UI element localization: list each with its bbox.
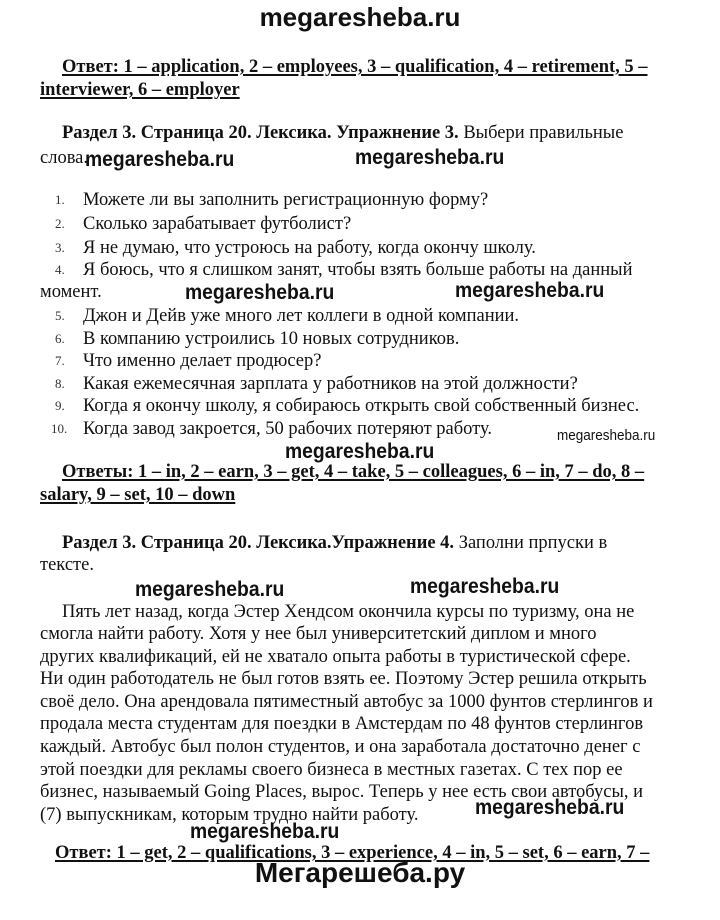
text-line: продала места студентам для поездки в Амстердам по 48 фунтов стерлингов: [40, 714, 644, 734]
watermark: megaresheba.ru: [475, 796, 625, 819]
ex3-task: Выбери правильные: [458, 123, 624, 143]
item-number: 7.: [55, 353, 65, 368]
ex3-answer-line-2: salary, 9 – set, 10 – down: [40, 485, 236, 505]
list-item: Джон и Дейв уже много лет коллеги в одной компании.: [83, 306, 520, 326]
site-header: megaresheba.ru: [259, 2, 461, 32]
ex3-answer-line-1: Ответы: 1 – in, 2 – earn, 3 – get, 4 – take, 5 – colleagues, 6 – in, 7 – do, 8 –: [62, 462, 645, 482]
item-number: 8.: [55, 376, 65, 391]
watermark: megaresheba.ru: [557, 427, 656, 444]
text-line: других квалификаций, ей не хватало опыта работы в туристической сфере.: [40, 647, 631, 667]
text-line: своё дело. Она арендовала пятиместный автобус за 1000 фунтов стерлингов и: [40, 692, 653, 712]
list-item: Что именно делает продюсер?: [83, 351, 322, 371]
text-line: смогла найти работу. Хотя у нее был университетский диплом и много: [40, 624, 597, 644]
list-item: Какая ежемесячная зарплата у работников на этой должности?: [83, 374, 578, 394]
list-item: Когда я окончу школу, я собираюсь открыть свой собственный бизнес.: [83, 396, 640, 416]
list-item: Сколько зарабатывает футболист?: [83, 214, 352, 234]
watermark: megaresheba.ru: [285, 440, 435, 463]
watermark: megaresheba.ru: [185, 281, 335, 304]
list-item: Можете ли вы заполнить регистрационную форму?: [83, 190, 489, 210]
item-number: 5.: [55, 308, 65, 323]
ex4-answer: Ответ: 1 – get, 2 – qualifications, 3 – experience, 4 – in, 5 – set, 6 – earn, 7 –: [55, 843, 650, 863]
watermark: megaresheba.ru: [355, 146, 505, 169]
list-item: В компанию устроились 10 новых сотрудников.: [83, 329, 460, 349]
text-line: (7) выпускникам, которым трудно найти работу.: [40, 805, 419, 825]
watermark: megaresheba.ru: [190, 820, 340, 843]
text-line: бизнес, называемый Going Places, вырос. Теперь у нее есть свои автобусы, и: [40, 782, 644, 802]
watermark: megaresheba.ru: [410, 575, 560, 598]
watermark: megaresheba.ru: [85, 148, 235, 171]
text-line: Ни один работодатель не был готов взять ее. Поэтому Эстер решила открыть: [40, 669, 647, 689]
list-item: Когда завод закроется, 50 рабочих потеряют работу.: [83, 419, 493, 439]
ex3-title: Раздел 3. Страница 20. Лексика. Упражнение 3.: [62, 123, 459, 143]
ex3-heading: [62, 122, 623, 144]
answer-prev-line-2: interviewer, 6 – employer: [40, 80, 240, 100]
list-item-cont: момент.: [40, 282, 102, 302]
item-number: 1.: [55, 192, 65, 207]
item-number: 2.: [55, 216, 65, 231]
ex4-heading: [62, 532, 607, 554]
site-footer: Мегарешеба.ру: [254, 857, 466, 888]
text-line: каждый. Автобус был полон студентов, и она заработала достаточно денег с: [40, 737, 641, 757]
watermark: megaresheba.ru: [455, 279, 605, 302]
list-item: Я боюсь, что я слишком занят, чтобы взять больше работы на данный: [83, 260, 633, 280]
item-number: 3.: [55, 240, 65, 255]
answer-prev-line-1: Ответ: 1 – application, 2 – employees, 3 – qualification, 4 – retirement, 5 –: [62, 57, 648, 77]
ex4-task: Заполни прпуски в: [454, 533, 608, 553]
ex4-task-cont: тексте.: [40, 555, 94, 575]
item-number: 9.: [55, 398, 65, 413]
list-item: Я не думаю, что устроюсь на работу, когда окончу школу.: [83, 238, 536, 258]
ex4-title: Раздел 3. Страница 20. Лексика.Упражнение 4.: [62, 533, 455, 553]
ex3-task-cont: слова.: [40, 148, 89, 168]
item-number: 4.: [55, 262, 65, 277]
text-line: Пять лет назад, когда Эстер Хендсом окончила курсы по туризму, она не: [62, 602, 635, 622]
item-number: 6.: [55, 331, 65, 346]
text-line: этой поездки для рекламы своего бизнеса в местных газетах. С тех пор ее: [40, 760, 623, 780]
watermark: megaresheba.ru: [135, 578, 285, 601]
item-number: 10.: [51, 421, 68, 436]
